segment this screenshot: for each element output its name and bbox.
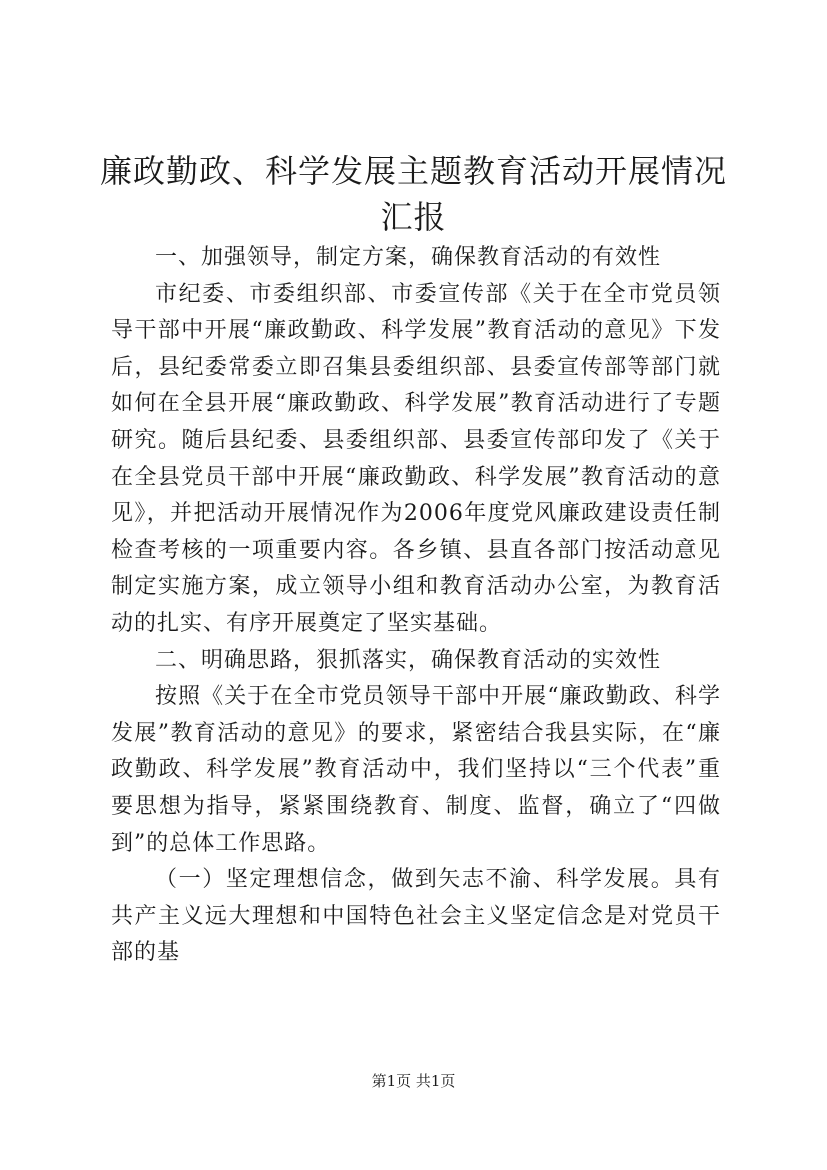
paragraph-2: 按照《关于在全市党员领导干部中开展“廉政勤政、科学发展”教育活动的意见》的要求，紧密结合我县实际，在“廉政勤政、科学发展”教育活动中，我们坚持以“三个代表”重要思想为指导，紧紧围绕教育、制度、监督，确立了“四做到”的总体工作思路。	[111, 684, 721, 856]
page-footer: 第1页 共1页	[371, 1072, 456, 1090]
document-body	[111, 240, 721, 972]
document-title: 廉政勤政、科学发展主题教育活动开展情况汇报	[100, 152, 728, 236]
section-heading-1: 一、加强领导，制定方案，确保教育活动的有效性	[155, 245, 662, 270]
paragraph-1: 市纪委、市委组织部、市委宣传部《关于在全市党员领导干部中开展“廉政勤政、科学发展”教育活动的意见》下发后，县纪委常委立即召集县委组织部、县委宣传部等部门就如何在全县开展“廉政勤政、科学发展”教育活动进行了专题研究。随后县纪委、县委组织部、县委宣传部印发了《关于在全县党员干部中开展“廉政勤政、科学发展”教育活动的意见》，并把活动开展情况作为2006年度党风廉政建设责任制检查考核的一项重要内容。各乡镇、县直各部门按活动意见制定实施方案，成立领导小组和教育活动办公室，为教育活动的扎实、有序开展奠定了坚实基础。	[111, 281, 721, 636]
section-heading-2: 二、明确思路，狠抓落实，确保教育活动的实效性	[155, 647, 662, 673]
paragraph-3: （一）坚定理想信念，做到矢志不渝、科学发展。具有共产主义远大理想和中国特色社会主义坚定信念是对党员干部的基	[111, 867, 721, 966]
